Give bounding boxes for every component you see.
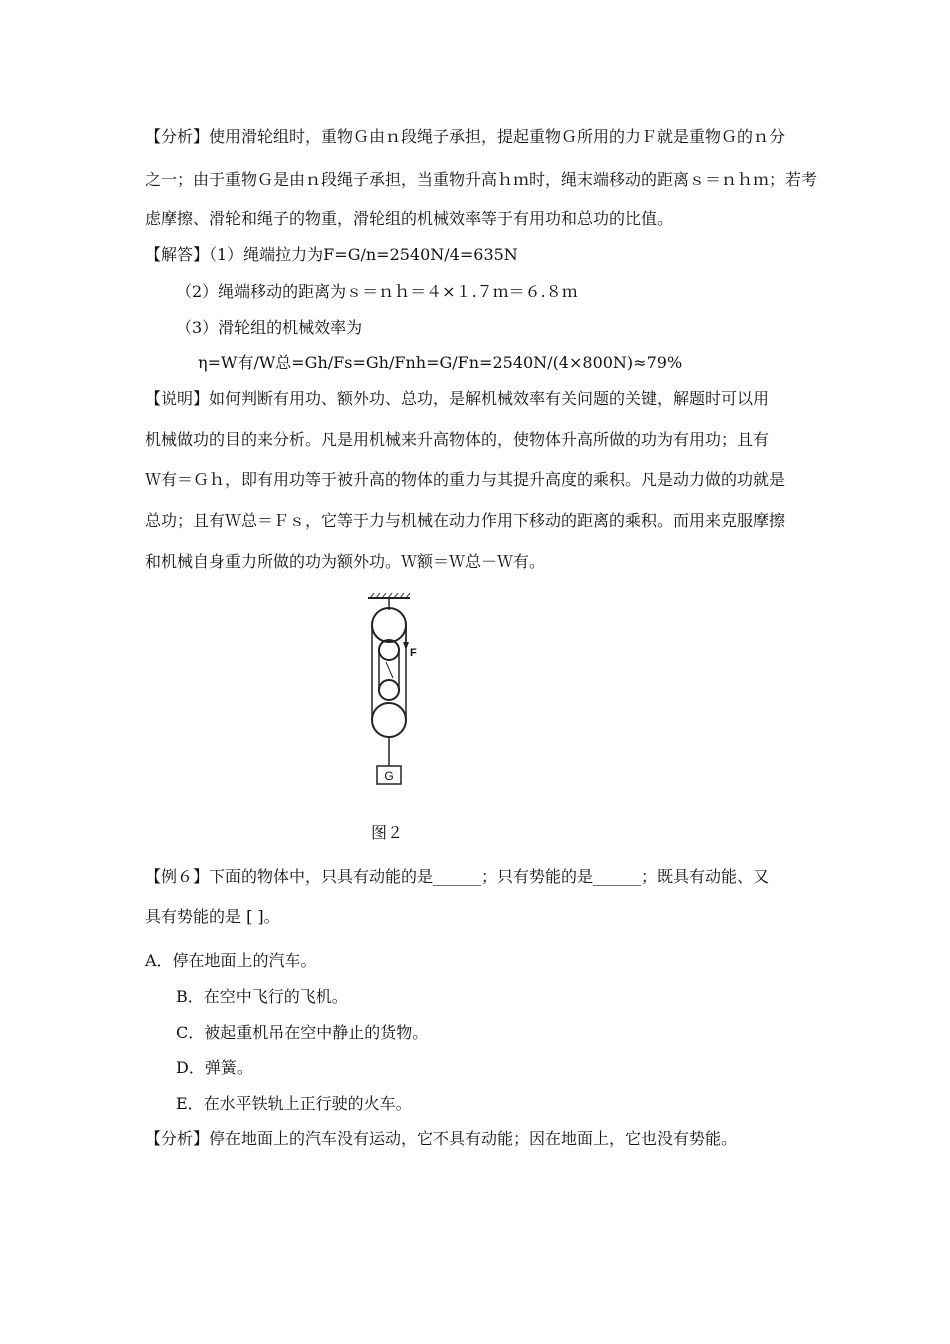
option-c: C．被起重机吊在空中静止的货物。 xyxy=(176,1023,429,1042)
answer-line-3: （3）滑轮组的机械效率为 xyxy=(176,318,363,337)
example-analysis: 【分析】停在地面上的汽车没有运动，它不具有动能；因在地面上，它也没有势能。 xyxy=(145,1129,738,1148)
fixed-pulley-large xyxy=(372,608,406,642)
rope-zigzag xyxy=(386,662,393,678)
option-d: D．弹簧。 xyxy=(176,1058,253,1077)
force-label: F xyxy=(410,647,417,659)
example-line-2: 具有势能的是 [ ]。 xyxy=(145,907,280,926)
force-arrow xyxy=(403,642,409,650)
analysis-line-2: 之一；由于重物Ｇ是由ｎ段绳子承担，当重物升高ｈｍ时，绳末端移动的距离ｓ＝ｎｈｍ；若考 xyxy=(145,170,818,189)
movable-pulley-large xyxy=(372,703,406,737)
example-line-1: 【例６】下面的物体中，只具有动能的是______；只有势能的是______；既具有动能、又 xyxy=(145,867,770,886)
analysis-line-3: 虑摩擦、滑轮和绳子的物重，滑轮组的机械效率等于有用功和总功的比值。 xyxy=(145,209,674,228)
answer-line-1: 【解答】（1）绳端拉力为F=G/n=2540N/4=635N xyxy=(145,245,518,264)
answer-formula: η=W有/W总=Gh/Fs=Gh/Fnh=G/Fn=2540N/(4×800N)≈79% xyxy=(198,353,683,372)
movable-pulley-small xyxy=(379,680,399,700)
explanation-line-2: 机械做功的目的来分析。凡是用机械来升高物体的，使物体升高所做的功为有用功；且有 xyxy=(145,430,770,449)
analysis-line-1: 【分析】使用滑轮组时，重物Ｇ由ｎ段绳子承担，提起重物Ｇ所用的力Ｆ就是重物Ｇ的ｎ分 xyxy=(145,127,786,146)
answer-line-2: （2）绳端移动的距离为ｓ＝ｎｈ＝４×１.７ｍ＝６.８ｍ xyxy=(176,282,578,301)
figure-caption: 图２ xyxy=(371,823,404,842)
weight-label: G xyxy=(384,769,394,783)
pulley-diagram xyxy=(360,592,420,802)
option-a: A．停在地面上的汽车。 xyxy=(145,951,317,970)
explanation-line-5: 和机械自身重力所做的功为额外功。Ｗ额＝Ｗ总－Ｗ有。 xyxy=(145,552,546,571)
option-e: E．在水平铁轨上正行驶的火车。 xyxy=(176,1094,412,1113)
explanation-line-1: 【说明】如何判断有用功、额外功、总功，是解机械效率有关问题的关键，解题时可以用 xyxy=(145,389,770,408)
option-b: B．在空中飞行的飞机。 xyxy=(176,987,348,1006)
explanation-line-4: 总功；且有Ｗ总＝Ｆｓ，它等于力与机械在动力作用下移动的距离的乘积。而用来克服摩擦 xyxy=(145,511,786,530)
explanation-line-3: Ｗ有＝Ｇｈ，即有用功等于被升高的物体的重力与其提升高度的乘积。凡是动力做的功就是 xyxy=(145,470,786,489)
